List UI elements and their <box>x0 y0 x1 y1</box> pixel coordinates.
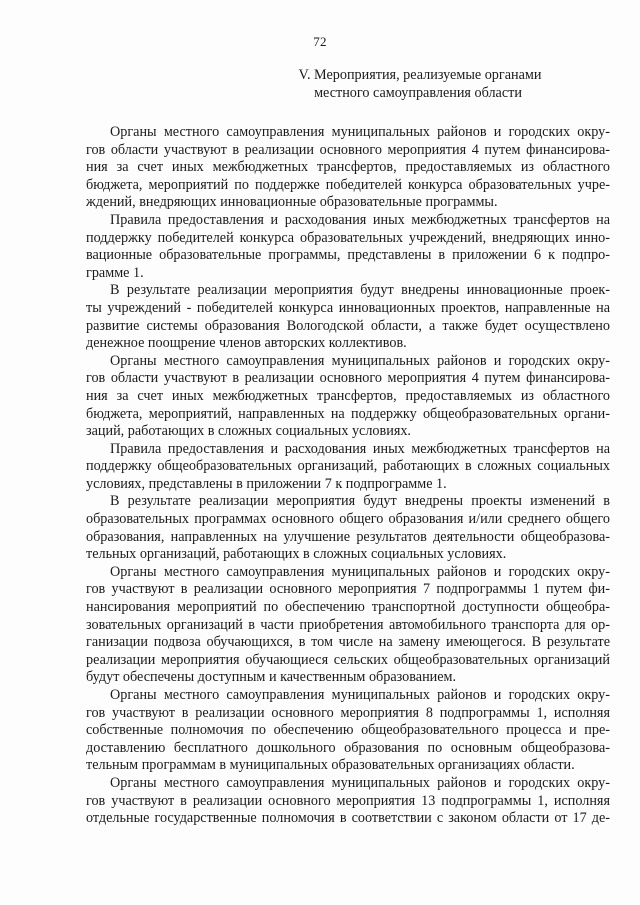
paragraph-line: собственные полномочия по обеспечению общеобразовательного процесса и пре- <box>86 722 610 739</box>
paragraph-line: гов участвуют в реализации основного мероприятия 13 подпрограммы 1, исполняя <box>86 792 610 809</box>
paragraph <box>86 353 610 441</box>
paragraph-line: реализации мероприятия обучающиеся сельских общеобразовательных организаций <box>86 651 610 668</box>
paragraph-line: будут обеспечены доступным и качественным образованием. <box>86 669 457 686</box>
body-text <box>86 124 610 828</box>
paragraph <box>86 282 610 352</box>
paragraph-line: ганизации подвоза обучающихся, в том числе на замену имеющегося. В результате <box>86 634 610 651</box>
paragraph-line: ждений, внедряющих инновационные образовательные программы. <box>86 194 498 211</box>
page-number: 72 <box>313 34 327 49</box>
paragraph-line: Правила предоставления и расходования иных межбюджетных трансфертов на <box>110 211 610 228</box>
paragraph-line: зовательных организаций в части приобретения автомобильного транспорта для ор- <box>86 616 610 633</box>
section-title-line-2: местного самоуправления области <box>314 85 522 101</box>
paragraph-line: В результате реализации мероприятия будут внедрены инновационные проек- <box>110 282 610 299</box>
paragraph-line: условиях, представлены в приложении 7 к подпрограмме 1. <box>86 475 447 492</box>
paragraph-line: нансирования мероприятий по обеспечению транспортной доступности общеобра- <box>86 599 610 616</box>
paragraph-line: бюджета, мероприятий, направленных на поддержку общеобразовательных органи- <box>86 405 610 422</box>
paragraph-line: ния за счет иных межбюджетных трансфертов, предоставляемых из областного <box>86 387 610 404</box>
paragraph <box>86 775 610 828</box>
paragraph-line: отдельные государственные полномочия в соответствии с законом области от 17 де- <box>86 810 610 827</box>
paragraph-line: образования, направленных на улучшение результатов деятельности общеобразова- <box>86 528 610 545</box>
paragraph <box>86 124 610 212</box>
paragraph-line: бюджета, мероприятий по поддержке победителей конкурса образовательных учре- <box>86 176 610 193</box>
paragraph-line: вационные образовательные программы, представлены в приложении 6 к подпро- <box>86 247 610 264</box>
paragraph-line: доставлению бесплатного дошкольного образования по основным общеобразова- <box>86 739 610 756</box>
paragraph-line: ния за счет иных межбюджетных трансфертов, предоставляемых из областного <box>86 159 610 176</box>
paragraph-line: тельных организаций, работающих в сложных социальных условиях. <box>86 546 507 563</box>
paragraph-line: образовательных программах основного общего образования и/или среднего общего <box>86 511 610 528</box>
paragraph-line: Органы местного самоуправления муниципальных районов и городских окру- <box>110 687 610 703</box>
paragraph-line: денежное поощрение членов авторских коллективов. <box>86 335 407 352</box>
paragraph-line: поддержку общеобразовательных организаций, работающих в сложных социальных <box>86 458 610 475</box>
paragraph-line: гов участвуют в реализации основного мероприятия 8 подпрограммы 1, исполняя <box>86 704 610 721</box>
paragraph-line: гов области участвуют в реализации основного мероприятия 4 путем финансирова- <box>86 370 610 387</box>
paragraph <box>86 212 610 282</box>
paragraph-line: тельным программам в муниципальных образовательных организациях области. <box>86 757 575 774</box>
paragraph-line: ты учреждений - победителей конкурса инновационных проектов, направленные на <box>86 299 610 316</box>
paragraph-line: Органы местного самоуправления муниципальных районов и городских окру- <box>110 124 610 140</box>
paragraph <box>86 493 610 563</box>
paragraph-line: поддержку победителей конкурса образовательных учреждений, внедряющих инно- <box>86 229 610 246</box>
paragraph-line: заций, работающих в сложных социальных условиях. <box>86 423 411 440</box>
section-title <box>0 66 640 102</box>
paragraph-line: развитие системы образования Вологодской области, а также будет осуществлено <box>86 317 610 334</box>
paragraph-line: Органы местного самоуправления муниципальных районов и городских окру- <box>110 563 610 580</box>
paragraph-line: Органы местного самоуправления муниципальных районов и городских окру- <box>110 774 610 791</box>
paragraph <box>86 441 610 494</box>
paragraph-line: Органы местного самоуправления муниципальных районов и городских окру- <box>110 352 610 369</box>
paragraph-line: грамме 1. <box>86 264 144 281</box>
section-title-line-1: V. Мероприятия, реализуемые органами <box>298 67 542 83</box>
paragraph <box>86 564 610 687</box>
paragraph <box>86 687 610 775</box>
paragraph-line: гов участвуют в реализации основного мероприятия 7 подпрограммы 1 путем фи- <box>86 581 610 598</box>
paragraph-line: Правила предоставления и расходования иных межбюджетных трансфертов на <box>110 440 610 457</box>
paragraph-line: В результате реализации мероприятия будут внедрены проекты изменений в <box>110 493 610 510</box>
paragraph-line: гов области участвуют в реализации основного мероприятия 4 путем финансирова- <box>86 141 610 158</box>
